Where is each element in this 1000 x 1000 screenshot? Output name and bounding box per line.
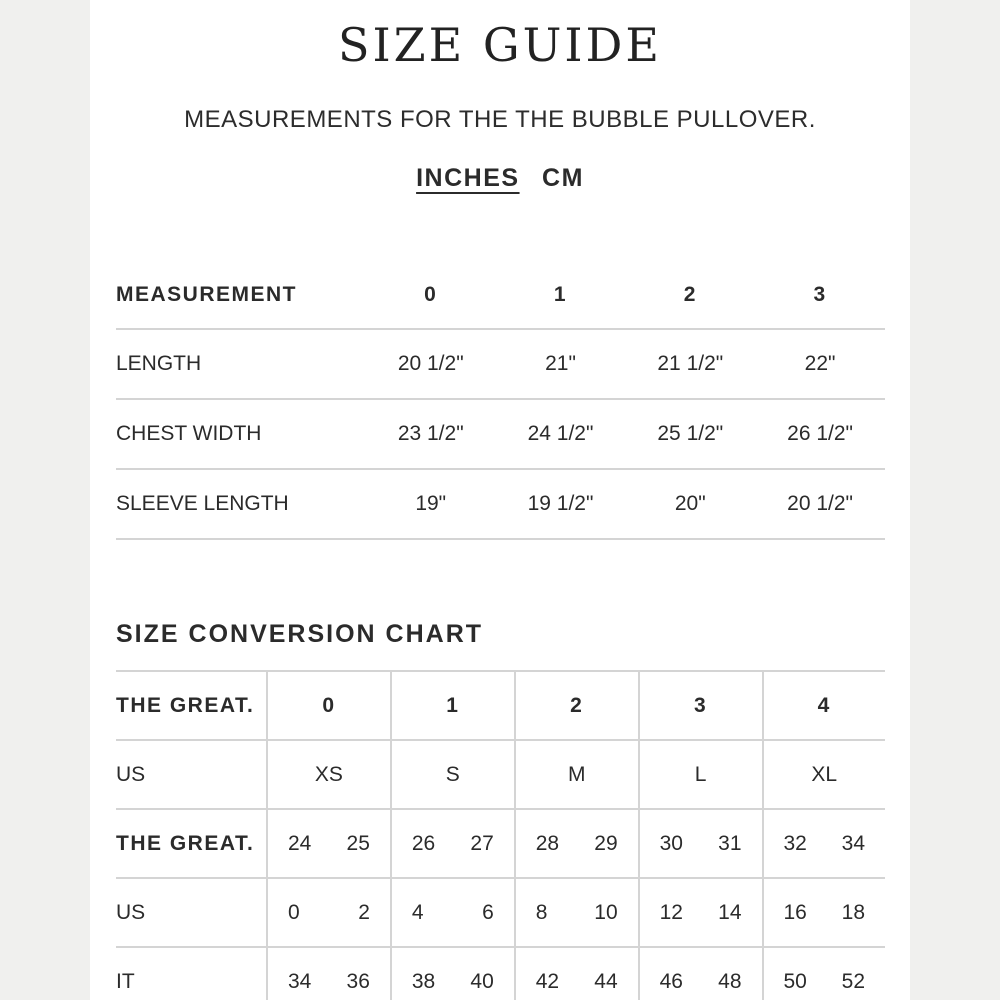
measurement-table	[116, 262, 885, 540]
measurement-value: 22"	[755, 329, 885, 399]
conversion-row-label: THE GREAT.	[116, 671, 267, 740]
unit-toggle	[90, 164, 910, 193]
measurement-header-row	[116, 262, 885, 329]
conversion-cell	[391, 947, 515, 1000]
measurement-value: 24 1/2"	[496, 399, 626, 469]
conversion-cell: M	[515, 740, 639, 809]
conversion-value: 52	[841, 969, 865, 993]
size-conversion-table	[116, 670, 885, 1000]
conversion-value: 34	[841, 831, 865, 855]
measurement-value: 25 1/2"	[625, 399, 755, 469]
conversion-value: 36	[346, 969, 370, 993]
conversion-cell	[639, 878, 763, 947]
conversion-row	[116, 740, 885, 809]
measurement-header-size: 0	[366, 262, 496, 329]
conversion-value: 16	[783, 900, 807, 924]
measurement-label: CHEST WIDTH	[116, 399, 366, 469]
conversion-value: 6	[482, 900, 494, 924]
conversion-row-label: IT	[116, 947, 267, 1000]
conversion-value: 50	[783, 969, 807, 993]
conversion-value: 0	[288, 900, 300, 924]
conversion-value: 26	[411, 831, 436, 855]
conversion-value: 28	[535, 831, 560, 855]
conversion-cell	[763, 878, 886, 947]
conversion-value: 18	[841, 900, 865, 924]
conversion-value: 32	[783, 831, 807, 855]
conversion-cell	[515, 947, 639, 1000]
conversion-header-row	[116, 671, 885, 740]
conversion-value: 14	[718, 900, 742, 924]
conversion-size-header: 1	[391, 671, 515, 740]
conversion-cell	[515, 878, 639, 947]
conversion-value: 30	[659, 831, 683, 855]
page-subtitle: MEASUREMENTS FOR THE THE BUBBLE PULLOVER.	[184, 106, 816, 133]
conversion-size-header: 3	[639, 671, 763, 740]
conversion-value: 25	[346, 831, 370, 855]
measurement-header-size: 3	[755, 262, 885, 329]
conversion-cell: S	[391, 740, 515, 809]
page-title: SIZE GUIDE	[338, 18, 662, 72]
conversion-value: 8	[535, 900, 548, 924]
measurement-row	[116, 329, 885, 399]
conversion-size-header: 4	[763, 671, 886, 740]
conversion-cell	[267, 878, 391, 947]
conversion-cell	[763, 947, 886, 1000]
measurement-header-size: 1	[496, 262, 626, 329]
conversion-cell	[639, 947, 763, 1000]
measurement-header-size: 2	[625, 262, 755, 329]
conversion-cell	[391, 878, 515, 947]
conversion-cell: L	[639, 740, 763, 809]
conversion-cell	[267, 809, 391, 878]
conversion-row	[116, 947, 885, 1000]
conversion-value: 44	[594, 969, 618, 993]
unit-inches-toggle[interactable]: INCHES	[416, 164, 520, 192]
measurement-value: 19"	[366, 469, 496, 539]
conversion-cell	[515, 809, 639, 878]
conversion-value: 27	[470, 831, 494, 855]
conversion-row	[116, 809, 885, 878]
conversion-value: 24	[288, 831, 312, 855]
conversion-value: 12	[659, 900, 683, 924]
conversion-size-header: 0	[267, 671, 391, 740]
measurement-value: 23 1/2"	[366, 399, 496, 469]
conversion-cell	[391, 809, 515, 878]
conversion-cell	[267, 947, 391, 1000]
size-guide-sheet	[90, 0, 910, 1000]
conversion-value: 48	[718, 969, 742, 993]
measurement-value: 20 1/2"	[366, 329, 496, 399]
conversion-value: 31	[718, 831, 742, 855]
conversion-size-header: 2	[515, 671, 639, 740]
measurement-value: 20 1/2"	[755, 469, 885, 539]
conversion-value: 46	[659, 969, 683, 993]
measurement-header-label: MEASUREMENT	[116, 262, 366, 329]
measurement-value: 26 1/2"	[755, 399, 885, 469]
conversion-cell: XL	[763, 740, 886, 809]
conversion-cell: XS	[267, 740, 391, 809]
measurement-label: SLEEVE LENGTH	[116, 469, 366, 539]
conversion-row	[116, 878, 885, 947]
conversion-value: 38	[411, 969, 436, 993]
measurement-value: 21"	[496, 329, 626, 399]
conversion-row-label: US	[116, 878, 267, 947]
measurement-value: 21 1/2"	[625, 329, 755, 399]
conversion-value: 34	[288, 969, 312, 993]
conversion-value: 40	[470, 969, 494, 993]
conversion-value: 10	[594, 900, 618, 924]
measurement-row	[116, 469, 885, 539]
conversion-value: 4	[411, 900, 424, 924]
measurement-value: 19 1/2"	[496, 469, 626, 539]
measurement-label: LENGTH	[116, 329, 366, 399]
conversion-value: 2	[358, 900, 370, 924]
conversion-value: 29	[594, 831, 618, 855]
unit-cm-toggle[interactable]: CM	[542, 164, 584, 192]
measurement-value: 20"	[625, 469, 755, 539]
conversion-cell	[763, 809, 886, 878]
conversion-row-label: THE GREAT.	[116, 809, 267, 878]
conversion-value: 42	[535, 969, 560, 993]
conversion-chart-title: SIZE CONVERSION CHART	[116, 620, 484, 648]
measurement-row	[116, 399, 885, 469]
conversion-cell	[639, 809, 763, 878]
conversion-row-label: US	[116, 740, 267, 809]
